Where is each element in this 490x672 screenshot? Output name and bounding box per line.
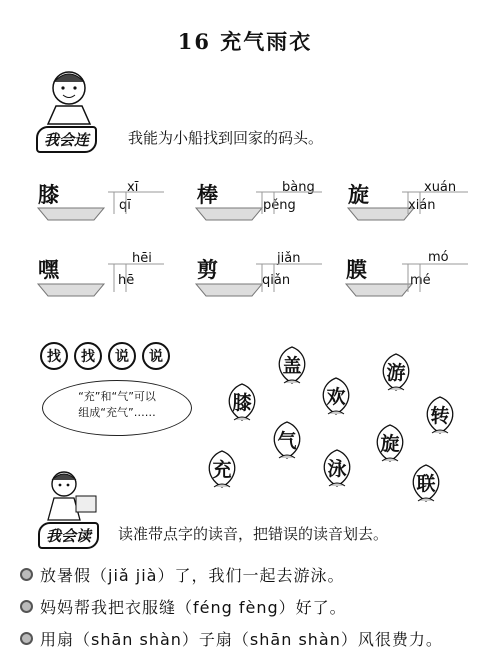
pinyin-option[interactable]: xuán (424, 180, 457, 195)
peach-card[interactable] (315, 446, 359, 494)
peach-char: 气 (277, 430, 297, 452)
dock-icon (254, 186, 324, 216)
page-title: 16 充气雨衣 (177, 29, 313, 54)
pinyin-option[interactable]: qī (119, 198, 131, 213)
dock-icon (254, 258, 324, 294)
sentence-text[interactable]: 放暑假（jiǎ jià）了，我们一起去游泳。 (40, 566, 345, 585)
peach-card[interactable] (220, 380, 264, 428)
badge-char: 找 (74, 342, 102, 370)
dock-icon (400, 186, 470, 216)
pinyin-option[interactable]: bàng (282, 180, 315, 195)
match-char[interactable]: 棒 (197, 182, 218, 207)
section1-instruction: 我能为小船找到回家的码头。 (128, 129, 324, 147)
peach-char: 游 (386, 362, 406, 384)
speech-bubble (42, 380, 192, 436)
pinyin-option[interactable]: mé (410, 273, 431, 288)
sentence-text[interactable]: 用扇（shān shàn）子扇（shān shàn）风很费力。 (40, 630, 443, 649)
badge-char: 说 (142, 342, 170, 370)
pinyin-option[interactable]: mó (428, 250, 449, 265)
bubble-line: 组成“充气”…… (78, 406, 156, 419)
pinyin-option[interactable]: pěng (263, 198, 296, 213)
peach-char: 充 (212, 459, 232, 481)
pinyin-option[interactable]: hē (118, 273, 135, 288)
dock-icon (400, 258, 470, 294)
section-badge-connect: 我会连 (36, 126, 97, 153)
match-char[interactable]: 嘿 (38, 257, 59, 282)
pinyin-option[interactable]: xī (127, 180, 139, 195)
peach-char: 泳 (327, 458, 347, 480)
peach-char: 旋 (380, 433, 400, 455)
section3-instruction: 读准带点字的读音，把错误的读音划去。 (118, 525, 389, 543)
peach-card[interactable] (314, 374, 358, 422)
dock-icon (106, 258, 166, 294)
match-char[interactable]: 膝 (38, 182, 59, 207)
peach-char: 膝 (232, 392, 252, 414)
peach-char: 盖 (282, 355, 302, 377)
boy-illustration (38, 66, 100, 126)
match-char[interactable]: 剪 (197, 257, 218, 282)
pinyin-option[interactable]: xián (408, 198, 436, 213)
badge-char: 说 (108, 342, 136, 370)
section-badge-find-say (40, 342, 170, 370)
peach-card[interactable] (418, 393, 462, 441)
sentence (40, 627, 443, 650)
peach-card[interactable] (200, 447, 244, 495)
pinyin-option[interactable]: jiǎn (277, 251, 301, 266)
peach-card[interactable] (270, 343, 314, 391)
bullet-icon (20, 568, 33, 581)
peach-char: 联 (416, 473, 436, 495)
boat-icon (36, 200, 106, 222)
girl-reading-illustration (40, 468, 102, 522)
peach-card[interactable] (404, 461, 448, 509)
sentence-text[interactable]: 妈妈帮我把衣服缝（féng fèng）好了。 (40, 598, 347, 617)
pinyin-option[interactable]: qiǎn (262, 273, 291, 288)
dock-icon (106, 186, 166, 216)
peach-card[interactable] (265, 418, 309, 466)
bubble-line: “充”和“气”可以 (78, 390, 156, 403)
sentence (40, 595, 347, 618)
section-badge-read: 我会读 (38, 522, 99, 549)
match-char[interactable]: 膜 (346, 257, 367, 282)
match-char[interactable]: 旋 (348, 182, 369, 207)
badge-char: 找 (40, 342, 68, 370)
bullet-icon (20, 600, 33, 613)
bullet-icon (20, 632, 33, 645)
pinyin-option[interactable]: hēi (132, 251, 152, 266)
peach-char: 欢 (326, 386, 346, 408)
peach-char: 转 (430, 405, 450, 427)
boat-icon (36, 276, 106, 298)
sentence (40, 563, 344, 586)
peach-card[interactable] (374, 350, 418, 398)
